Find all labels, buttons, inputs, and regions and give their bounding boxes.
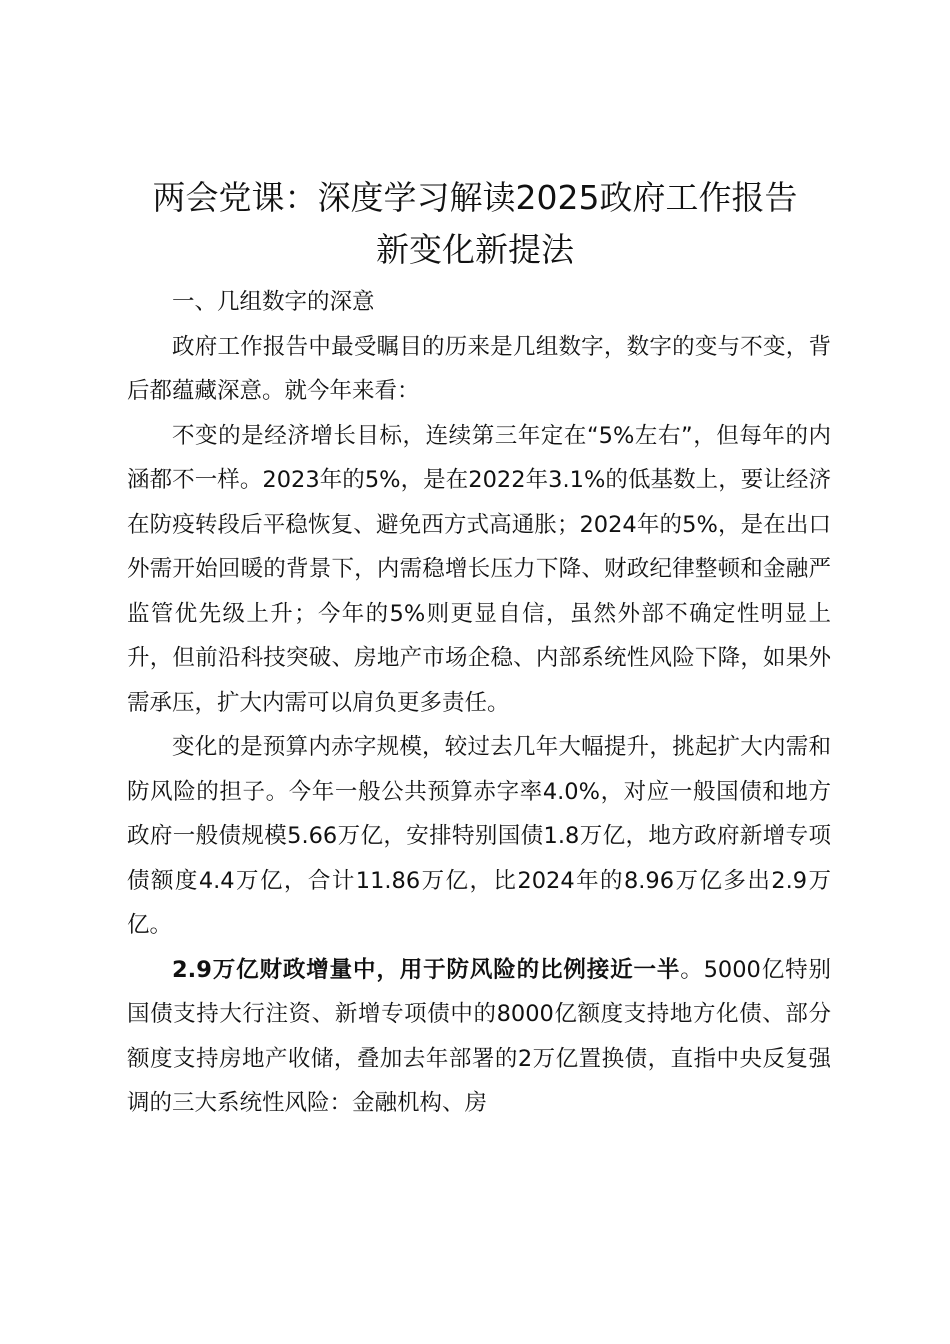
section-heading (127, 280, 831, 325)
section-heading-text: 一、几组数字的深意 (172, 289, 375, 315)
paragraph-risk-rest: 。5000亿特别国债支持大行注资、新增专项债中的8000亿额度支持地方化债、部分额度支持房地产收储，叠加去年部署的2万亿置换债，直指中央反复强调的三大系统性风险：金融机构、房 (127, 956, 831, 1116)
paragraph-intro: 政府工作报告中最受瞩目的历来是几组数字，数字的变与不变，背后都蕴藏深意。就今年来看： (127, 333, 831, 404)
paragraph-risk (127, 948, 831, 1126)
paragraph-risk-bold: 2.9万亿财政增量中，用于防风险的比例接近一半 (172, 956, 681, 983)
paragraph-deficit: 变化的是预算内赤字规模，较过去几年大幅提升，挑起扩大内需和防风险的担子。今年一般公共预算赤字率4.0%，对应一般国债和地方政府一般债规模5.66万亿，安排特别国债1.8万亿，地方政府新增专项债额度4.4万亿，合计11.86万亿，比2024年的8.96万亿多出2.9万亿。 (127, 734, 831, 938)
document-body (127, 280, 831, 1126)
paragraph-growth-target: 不变的是经济增长目标，连续第三年定在“5%左右”，但每年的内涵都不一样。2023年的5%，是在2022年3.1%的低基数上，要让经济在防疫转段后平稳恢复、避免西方式高通胀；2024年的5%，是在出口外需开始回暖的背景下，内需稳增长压力下降、财政纪律整顿和金融严监管优先级上升；今年的5%则更显自信，虽然外部不确定性明显上升，但前沿科技突破、房地产市场企稳、内部系统性风险下降，如果外需承压，扩大内需可以肩负更多责任。 (127, 422, 831, 716)
title-line-1: 两会党课：深度学习解读2025政府工作报告 (152, 178, 798, 217)
document-title (110, 172, 840, 276)
title-line-2: 新变化新提法 (376, 230, 574, 269)
